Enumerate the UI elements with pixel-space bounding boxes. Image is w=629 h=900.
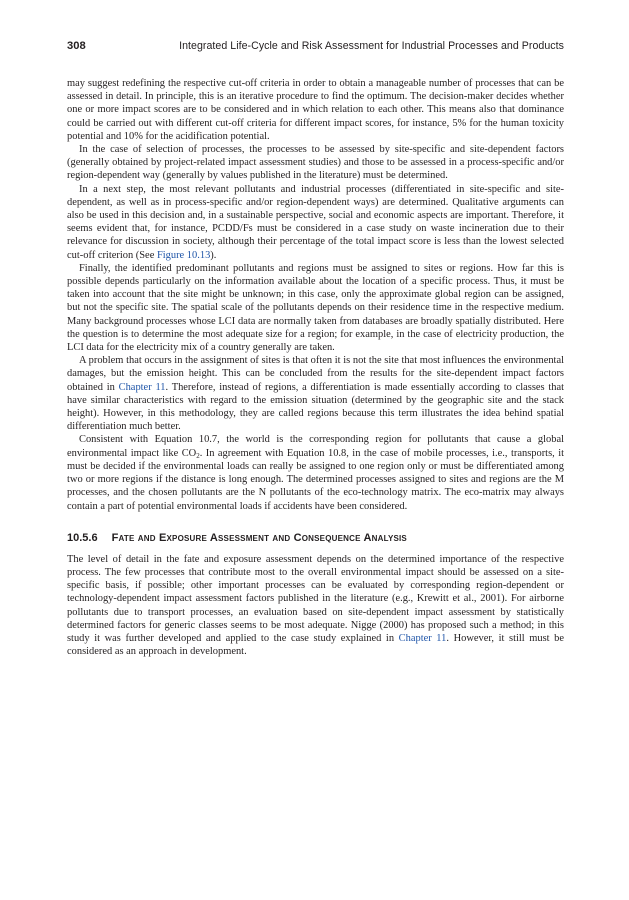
paragraph-1: may suggest redefining the respective cut-off criteria in order to obtain a manageable number of processes that can be assessed in detail. In principle, this is an iterative procedure to find the optimum. The decision-maker decides whether one or more impact scores are to be considered and in which relation to each other. This means also that dominance could be carried out with different cut-off criteria for different impact scores, for instance, 5% for the human toxicity potential and 10% for the acidification potential.	[67, 78, 564, 142]
paragraph-6-text-a: Consistent with Equation 10.7, the world is the corresponding region for pollutants that cause a global environmental impact like CO	[67, 434, 564, 459]
section-heading	[67, 532, 564, 544]
paragraph-4: Finally, the identified predominant pollutants and regions must be assigned to sites or regions. How far this is possible depends particularly on the information available about the location of a specific process. Thus, it must be taken into account that the site might be unknown; in this case, only the approximate global region can be assigned, but not the specific site. The spatial scale of the pollutants depends on their residence time in the respective medium. Many background processes whose LCI data are normally taken from databases are broadly spatially distributed. Here the question is to determine the most adequate size for a region; for example, in the case of electricity production, the LCI data for the electricity mix of a country generally are taken.	[67, 262, 564, 354]
book-page	[67, 40, 564, 658]
paragraph-5-text-b: . Therefore, instead of regions, a differentiation is made essentially according to classes that have similar characteristics with regard to the emission situation (determined by the geographic site and the stack height). However, in this methodology, they are called regions because this term illustrates the idea behind spatial differentiation much better.	[67, 381, 565, 433]
paragraph-6	[67, 433, 564, 512]
figure-10-13-link[interactable]: Figure 10.13	[156, 249, 211, 261]
paragraph-6-text-b: . In agreement with Equation 10.8, in the case of mobile processes, i.e., transports, it must be decided if the environmental loads can really be assigned to one region only or must be differentiated among two or more regions if the distance is long enough. The determined processes assigned to sites and regions are the M processes, and the chosen pollutants are the N pollutants of the eco-technology matrix. The eco-matrix may always contain a part of potential environmental loads if accidents have been considered.	[67, 447, 564, 512]
section-paragraph-1	[67, 553, 564, 659]
section-number: 10.5.6	[67, 531, 98, 544]
paragraph-3	[67, 183, 564, 262]
paragraph-3-text-a: In a next step, the most relevant pollutants and industrial processes (differentiated in site-specific and site-dependent, as well as in process-specific and/or region-dependent ways) are determined. Qualitative arguments can also be used in this decision and, in a sustainable perspective, social and economic aspects are important. Therefore, it seems evident that, for instance, PCDD/Fs must be considered in a case study on waste incineration due to their relevance for discussion in society, although their percentage of the total impact score is less than the lowest selected cut-off criterion (See	[67, 183, 564, 261]
section-paragraph-1-text-b: . However, it still must be considered as an approach in development.	[67, 632, 565, 658]
chapter-11-link[interactable]: Chapter 11	[118, 381, 166, 393]
body-text	[67, 77, 564, 658]
paragraph-2: In the case of selection of processes, the processes to be assessed by site-specific and site-dependent factors (generally obtained by project-related impact assessment studies) and those to be assessed in a process-specific and/or region-dependent way (generally by values published in the literature) must be determined.	[67, 144, 564, 182]
paragraph-5-text-a: A problem that occurs in the assignment of sites is that often it is not the site that most influences the environmental damages, but the emission height. This can be concluded from the results for the site-dependent impact factors obtained in	[67, 355, 564, 393]
page-number: 308	[67, 40, 86, 52]
section-paragraph-1-text-a: The level of detail in the fate and exposure assessment depends on the determined importance of the respective process. The few processes that contribute most to the overall environmental impact should be assessed on a site-specific basis, if possible; other important processes can be evaluated by corresponding region-dependent or technology-dependent impact assessment factors published in the literature (e.g., Krewitt et al., 2001). For airborne pollutants due to transport processes, an evaluation based on site-dependent impact assessment by statistically determined factors for generic classes seems to be most adequate. Nigge (2000) has proposed such a method; in this study it was further developed and applied to the case study explained in	[67, 553, 564, 644]
chapter-11-link-2[interactable]: Chapter 11	[398, 632, 447, 644]
paragraph-3-text-b: ).	[210, 249, 217, 261]
co2-subscript: 2	[196, 451, 200, 460]
running-head	[67, 40, 564, 56]
book-title: Integrated Life-Cycle and Risk Assessment for Industrial Processes and Products	[179, 40, 564, 52]
section-title: Fate and Exposure Assessment and Consequence Analysis	[111, 531, 407, 544]
paragraph-5	[67, 354, 564, 433]
